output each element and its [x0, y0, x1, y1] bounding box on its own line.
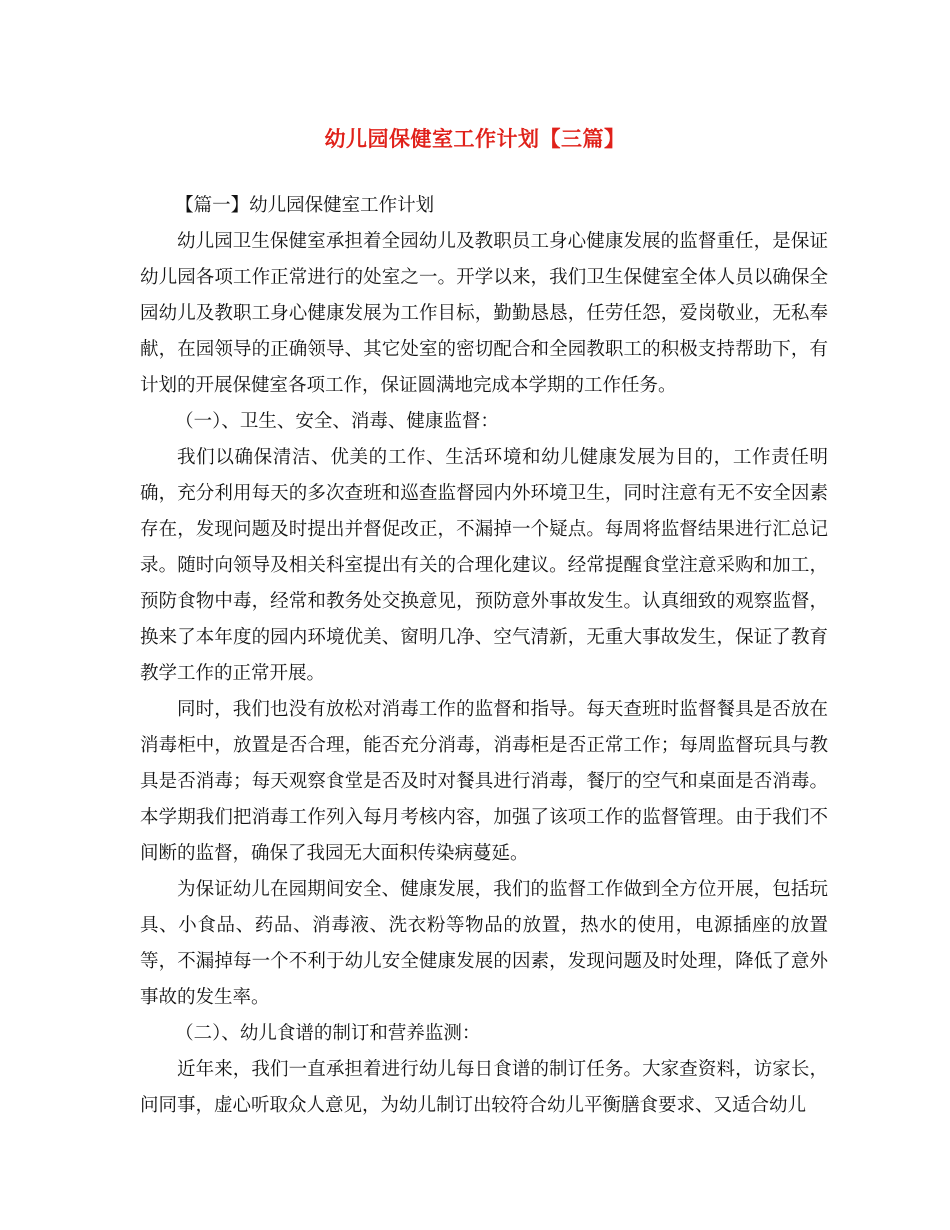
- subsection-heading: （一）、卫生、安全、消毒、健康监督：: [175, 411, 499, 432]
- document-title: 幼儿园保健室工作计划【三篇】: [324, 126, 626, 151]
- paragraph: 幼儿园卫生保健室承担着全园幼儿及教职员工身心健康发展的监督重任，是保证幼儿园各项工作正常进行的处室之一。开学以来，我们卫生保健室全体人员以确保全园幼儿及教职工身心健康发展为工作目标，勤勤恳恳，任劳任怨，爱岗敬业，无私奉献，在园领导的正确领导、其它处室的密切配合和全园教职工的积极支持帮助下，有计划的开展保健室各项工作，保证圆满地完成本学期的工作任务。: [140, 231, 828, 396]
- paragraph: 我们以确保清洁、优美的工作、生活环境和幼儿健康发展为目的，工作责任明确，充分利用每天的多次查班和巡查监督园内外环境卫生，同时注意有无不安全因素存在，发现问题及时提出并督促改正，不漏掉一个疑点。每周将监督结果进行汇总记录。随时向领导及相关科室提出有关的合理化建议。经常提醒食堂注意采购和加工，预防食物中毒，经常和教务处交换意见，预防意外事故发生。认真细致的观察监督，换来了本年度的园内环境优美、窗明几净、空气清新，无重大事故发生，保证了教育教学工作的正常开展。: [140, 447, 828, 684]
- paragraph: 近年来，我们一直承担着进行幼儿每日食谱的制订任务。大家查资料，访家长，问同事，虚心听取众人意见，为幼儿制订出较符合幼儿平衡膳食要求、又适合幼儿: [140, 1059, 828, 1116]
- section-heading: 【篇一】幼儿园保健室工作计划: [175, 195, 435, 216]
- subsection-heading: （二）、幼儿食谱的制订和营养监测：: [175, 1023, 481, 1044]
- document-body: [140, 188, 828, 1124]
- paragraph: 为保证幼儿在园期间安全、健康发展，我们的监督工作做到全方位开展，包括玩具、小食品、药品、消毒液、洗衣粉等物品的放置，热水的使用，电源插座的放置等，不漏掉每一个不利于幼儿安全健康发展的因素，发现问题及时处理，降低了意外事故的发生率。: [140, 879, 828, 1008]
- paragraph: 同时，我们也没有放松对消毒工作的监督和指导。每天查班时监督餐具是否放在消毒柜中，放置是否合理，能否充分消毒，消毒柜是否正常工作；每周监督玩具与教具是否消毒；每天观察食堂是否及时对餐具进行消毒，餐厅的空气和桌面是否消毒。本学期我们把消毒工作列入每月考核内容，加强了该项工作的监督管理。由于我们不间断的监督，确保了我园无大面积传染病蔓延。: [140, 699, 828, 864]
